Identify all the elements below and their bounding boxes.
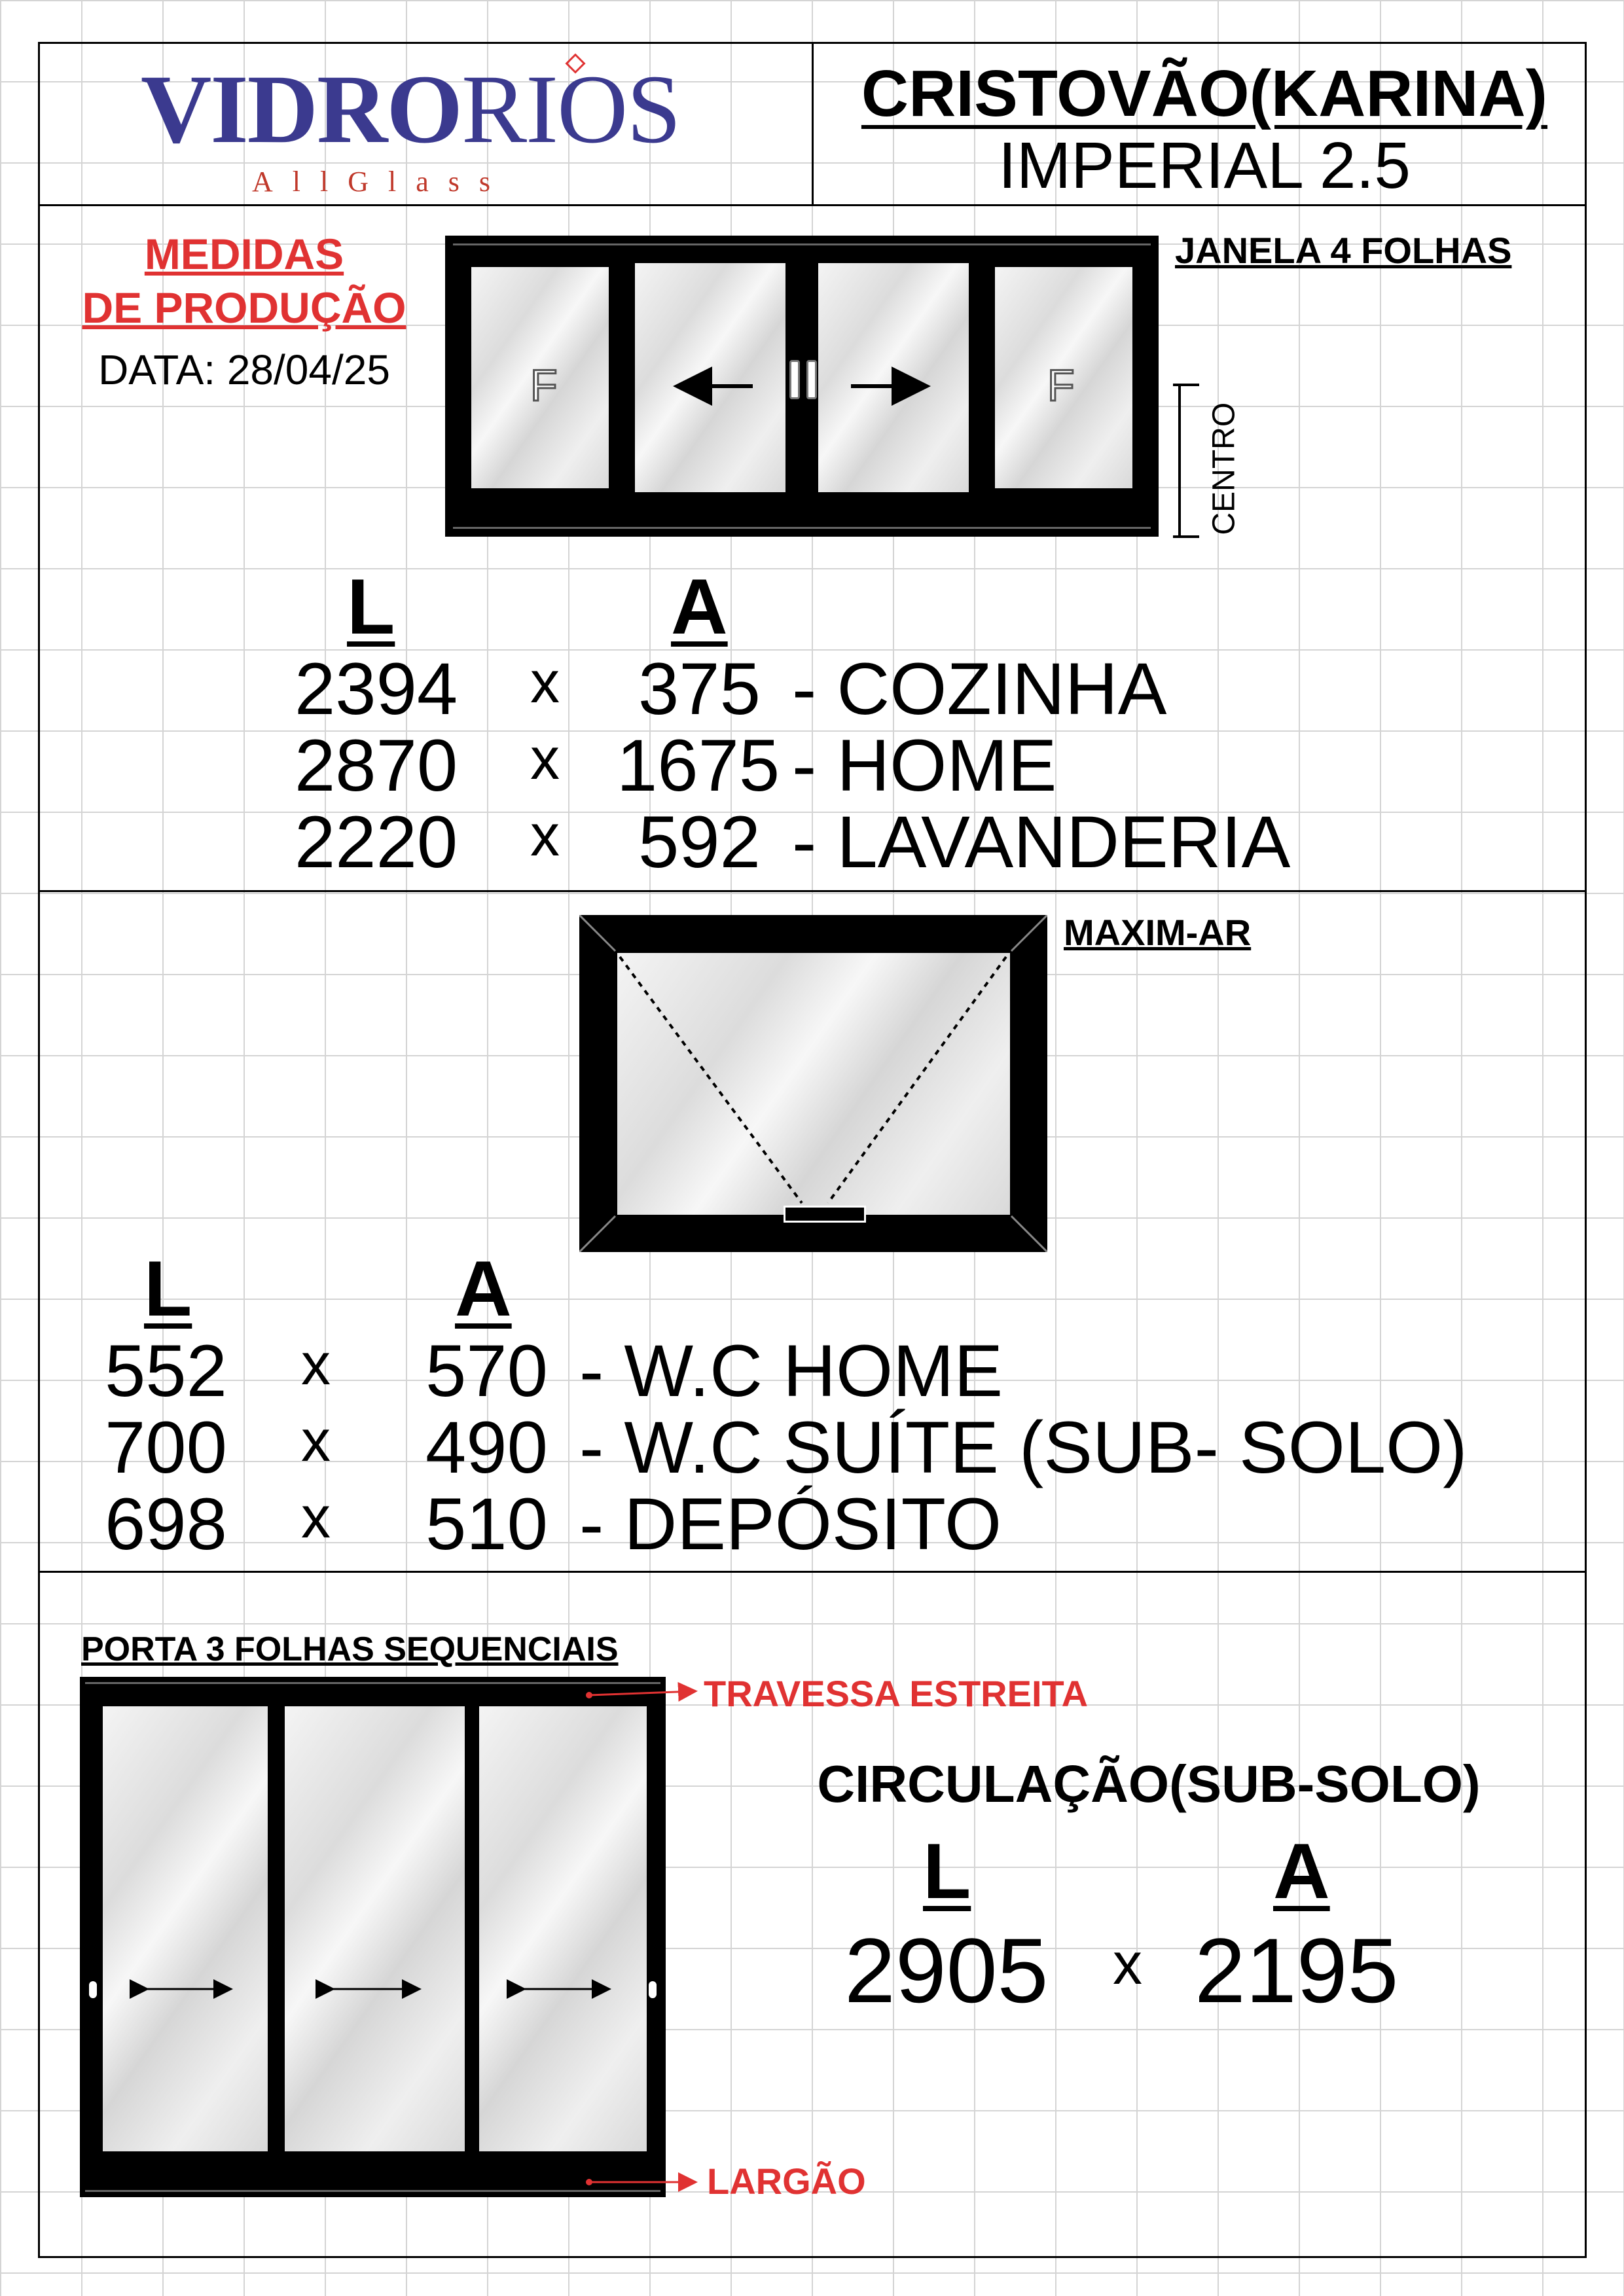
brand-logo: [141, 55, 717, 198]
hinge-icon: [784, 1206, 866, 1223]
times-sign: x: [301, 1408, 331, 1474]
production-title-line1: MEDIDAS: [144, 230, 344, 278]
room-name: - HOME: [792, 725, 1057, 806]
col-header-l: L: [144, 1245, 192, 1333]
room-name: - DEPÓSITO: [579, 1483, 1002, 1565]
col-header-a: A: [455, 1245, 512, 1333]
double-arrows-icon: [80, 1677, 666, 2197]
window-4-leaves-drawing: [445, 236, 1159, 537]
width-value: 698: [105, 1483, 227, 1565]
maximar-window-drawing: [579, 915, 1047, 1252]
col-header-l: L: [347, 563, 395, 651]
times-sign: x: [301, 1332, 331, 1397]
room-name: - LAVANDERIA: [792, 801, 1291, 883]
height-value: 510: [425, 1483, 548, 1565]
times-sign: x: [530, 803, 560, 869]
opening-lines-icon: [579, 915, 1047, 1252]
maximar-label: MAXIM-AR: [1064, 912, 1252, 953]
height-value: 490: [425, 1407, 548, 1488]
width-value: 2905: [844, 1919, 1049, 2022]
height-value: 2195: [1195, 1919, 1399, 2022]
height-value: 375: [638, 648, 761, 730]
top-rail-label: TRAVESSA ESTREITA: [704, 1673, 1089, 1714]
fixed-mark-right: F: [1047, 361, 1075, 410]
slide-arrows-icon: [445, 236, 1159, 537]
width-value: 2220: [295, 801, 458, 883]
width-value: 2394: [295, 648, 458, 730]
width-value: 2870: [295, 725, 458, 806]
times-sign: x: [530, 650, 560, 715]
window-type-label: JANELA 4 FOLHAS: [1175, 230, 1512, 271]
header-vertical-divider: [812, 42, 814, 206]
room-name: - W.C SUÍTE (SUB- SOLO): [579, 1407, 1468, 1488]
brand-allglass: AllGlass: [252, 166, 510, 198]
rail-pointer-icon: [583, 1682, 700, 2199]
width-value: 552: [105, 1330, 227, 1412]
product-line: IMPERIAL 2.5: [998, 129, 1411, 202]
room-name: - COZINHA: [792, 648, 1167, 730]
centro-label: CENTRO: [1206, 402, 1242, 535]
height-value: 592: [638, 801, 761, 883]
section2-divider: [38, 1571, 1587, 1573]
width-value: 700: [105, 1407, 227, 1488]
client-name: CRISTOVÃO(KARINA): [861, 57, 1548, 130]
fixed-mark-left: F: [530, 361, 558, 410]
col-header-a: A: [1273, 1827, 1330, 1915]
brand-vidro: VIDRO: [141, 55, 462, 164]
room-title: CIRCULAÇÃO(SUB-SOLO): [817, 1755, 1481, 1813]
height-value: 570: [425, 1330, 548, 1412]
height-value: 1675: [617, 725, 780, 806]
production-title-line2: DE PRODUÇÃO: [82, 283, 406, 332]
brand-rios: RIOS: [461, 55, 680, 164]
times-sign: x: [1113, 1931, 1142, 1997]
room-name: - W.C HOME: [579, 1330, 1003, 1412]
col-header-l: L: [923, 1827, 971, 1915]
times-sign: x: [530, 726, 560, 792]
bottom-rail-label: LARGÃO: [707, 2161, 866, 2202]
times-sign: x: [301, 1485, 331, 1551]
section1-divider: [38, 890, 1587, 892]
col-header-a: A: [671, 563, 728, 651]
door-type-label: PORTA 3 FOLHAS SEQUENCIAIS: [81, 1630, 619, 1668]
door-3-leaves-drawing: [80, 1677, 666, 2197]
centro-bracket-icon: [1172, 380, 1204, 543]
production-date: DATA: 28/04/25: [98, 346, 390, 393]
